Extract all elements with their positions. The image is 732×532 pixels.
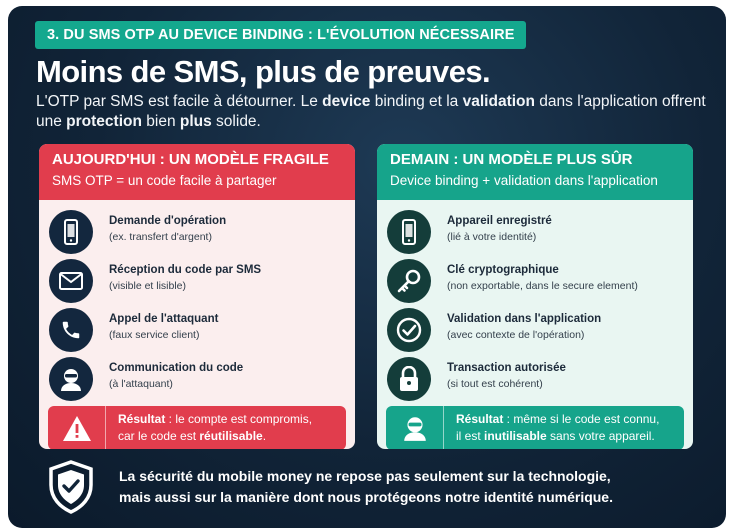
- key-icon: [387, 259, 431, 303]
- tomorrow-panel-header: [377, 144, 693, 200]
- step-operation-request: Demande d'opération (ex. transfert d'argent): [39, 210, 355, 256]
- hacker-icon: [49, 357, 93, 401]
- tomorrow-panel: [377, 144, 693, 449]
- tomorrow-result-banner: [386, 406, 684, 449]
- today-panel-title: AUJOURD'HUI : UN MODÈLE FRAGILE: [52, 151, 329, 168]
- tomorrow-panel-subtitle: Device binding + validation dans l'application: [390, 173, 658, 188]
- step-in-app-validation: Validation dans l'application (avec contexte de l'opération): [377, 308, 693, 354]
- today-result-banner: [48, 406, 346, 449]
- step-code-disclosure: Communication du code (à l'attaquant): [39, 357, 355, 403]
- infographic: [8, 6, 726, 528]
- today-panel-header: [39, 144, 355, 200]
- footer-message: La sécurité du mobile money ne repose pas seulement sur la technologie, mais aussi sur la manière dont nous protégeons notre identité numérique.: [119, 468, 613, 505]
- step-authorized-transaction: Transaction autorisée (si tout est cohérent): [377, 357, 693, 403]
- step-registered-device: Appareil enregistré (lié à votre identité): [377, 210, 693, 256]
- today-panel: [39, 144, 355, 449]
- today-panel-subtitle: SMS OTP = un code facile à partager: [52, 173, 277, 188]
- section-tag: 3. DU SMS OTP AU DEVICE BINDING : L'ÉVOLUTION NÉCESSAIRE: [35, 21, 526, 49]
- tomorrow-result-text: Résultat : même si le code est connu, il est inutilisable sans votre appareil.: [456, 412, 660, 443]
- step-attacker-call: Appel de l'attaquant (faux service client): [39, 308, 355, 354]
- headline: Moins de SMS, plus de preuves.: [36, 54, 490, 89]
- lock-icon: [387, 357, 431, 401]
- shield-check-icon: [48, 460, 94, 514]
- step-crypto-key: Clé cryptographique (non exportable, dans le secure element): [377, 259, 693, 305]
- phone-icon: [49, 308, 93, 352]
- smartphone-icon: [49, 210, 93, 254]
- blocked-hacker-icon: [386, 406, 444, 449]
- tomorrow-panel-title: DEMAIN : UN MODÈLE PLUS SÛR: [390, 151, 633, 168]
- warning-icon: [48, 406, 106, 449]
- smartphone-icon: [387, 210, 431, 254]
- step-sms-receipt: Réception du code par SMS (visible et lisible): [39, 259, 355, 305]
- intro-text: L'OTP par SMS est facile à détourner. Le device binding et la validation dans l'application offrent une protection bien plus solide.: [36, 93, 706, 130]
- check-circle-icon: [387, 308, 431, 352]
- today-result-text: Résultat : le compte est compromis, car le code est réutilisable.: [118, 412, 313, 443]
- envelope-icon: [49, 259, 93, 303]
